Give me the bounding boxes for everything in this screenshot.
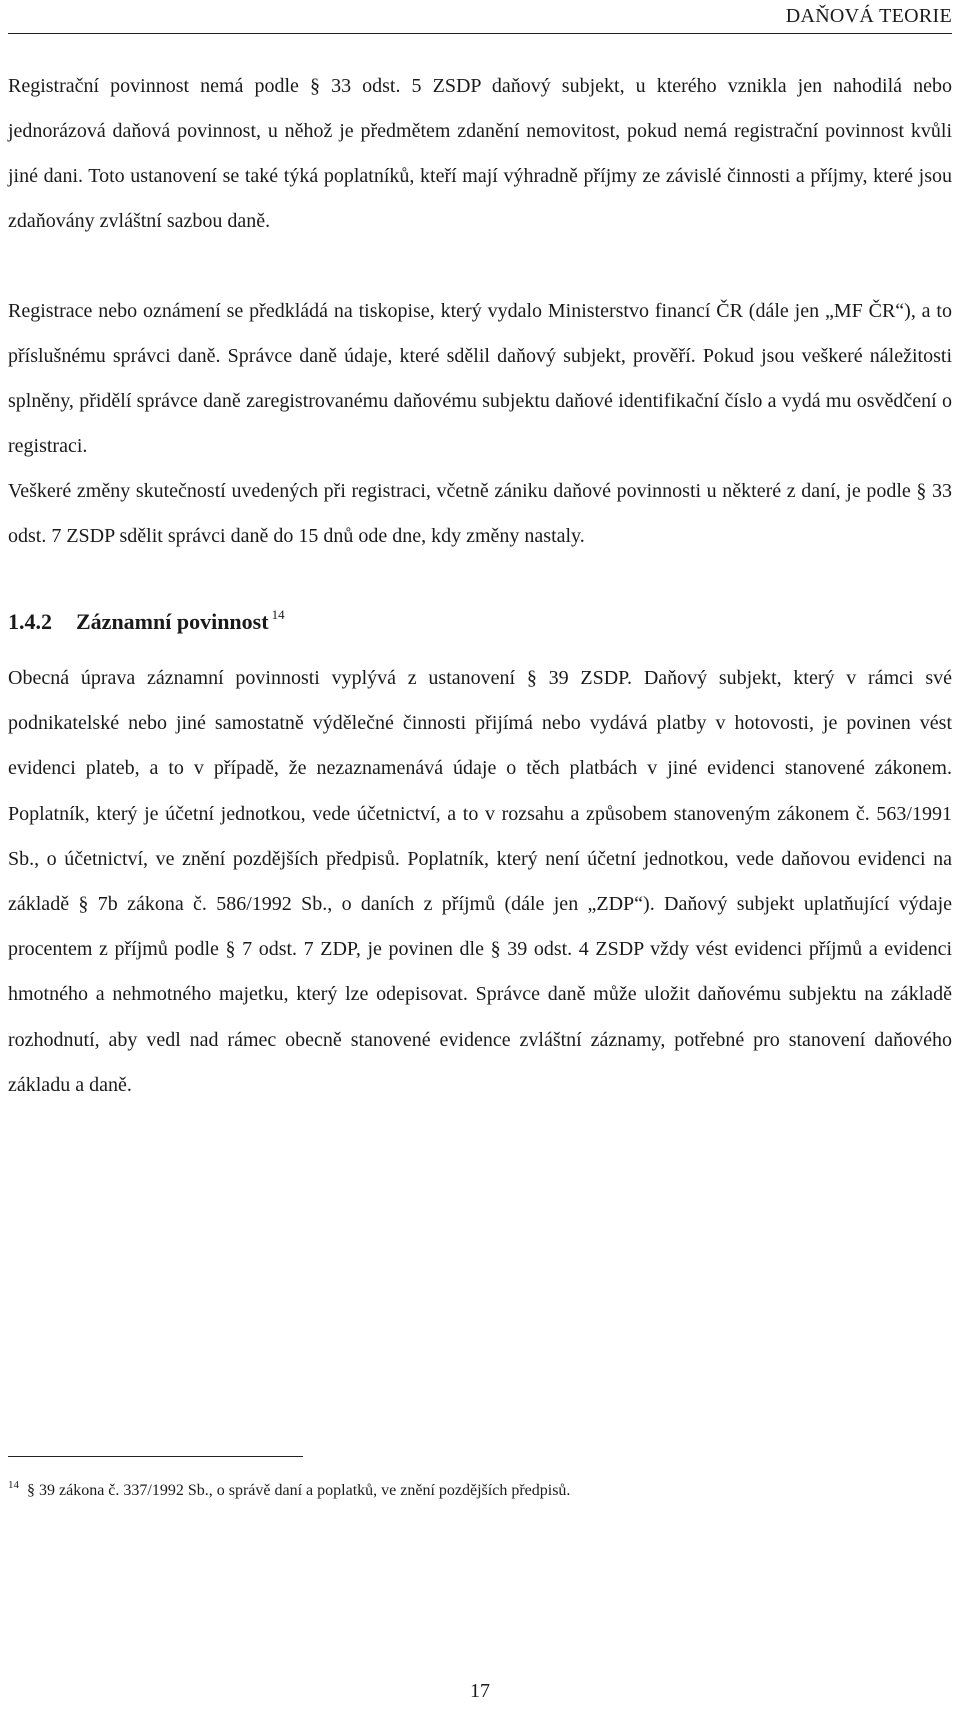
running-header (8, 0, 952, 34)
page-body (8, 64, 952, 1108)
paragraph-registration-form: Registrace nebo oznámení se předkládá na tiskopise, který vydalo Ministerstvo financí ČR (dále jen „MF ČR“), a to příslušnému správci daně. Správce daně údaje, které sdělil daňový subjekt, prověří. Pokud jsou veškeré náležitosti splněny, přidělí správce daně zaregistrovanému daňovému subjektu daňové identifikační číslo a vydá mu osvědčení o registraci. (8, 300, 952, 457)
footnote-reference[interactable]: 14 (271, 607, 285, 622)
section-title: Záznamní povinnost (76, 609, 269, 634)
running-header-title: DAŇOVÁ TEORIE (785, 5, 952, 27)
paragraph-registration-changes: Veškeré změny skutečností uvedených při registraci, včetně zániku daňové povinnosti u některé z daní, je podle § 33 odst. 7 ZSDP sdělit správci daně do 15 dnů ode dne, kdy změny nastaly. (8, 480, 952, 547)
heading-spacer (8, 644, 952, 656)
paragraph-registration-exemption: Registrační povinnost nemá podle § 33 odst. 5 ZSDP daňový subjekt, u kterého vznikla jen nahodilá nebo jednorázová daňová povinnost, u něhož je předmětem zdanění nemovitost, pokud nemá registrační povinnost kvůli jiné dani. Toto ustanovení se také týká poplatníků, kteří mají výhradně příjmy ze závislé činnosti a příjmy, které jsou zdaňovány zvláštní sazbou daně. (8, 75, 952, 232)
paragraph-spacer (8, 244, 952, 289)
footnote-separator (8, 1456, 303, 1457)
section-number: 1.4.2 (8, 609, 52, 634)
section-heading (8, 592, 952, 644)
page-number: 17 (470, 1680, 490, 1702)
footnote (8, 1474, 952, 1502)
section-spacer (8, 559, 952, 592)
footnote-marker: 14 (8, 1479, 19, 1491)
footnote-text: § 39 zákona č. 337/1992 Sb., o správě daní a poplatků, ve znění pozdějších předpisů. (27, 1482, 571, 1499)
paragraph-recording-obligation: Obecná úprava záznamní povinnosti vyplývá z ustanovení § 39 ZSDP. Daňový subjekt, který v rámci své podnikatelské nebo jiné samostatně výdělečné činnosti přijímá nebo vydává platby v hotovosti, je povinen vést evidenci plateb, a to v případě, že nezaznamenává údaje o těch platbách v jiné evidenci stanovené zákonem. Poplatník, který je účetní jednotkou, vede účetnictví, a to v rozsahu a způsobem stanoveným zákonem č. 563/1991 Sb., o účetnictví, ve znění pozdějších předpisů. Poplatník, který není účetní jednotkou, vede daňovou evidenci na základě § 7b zákona č. 586/1992 Sb., o daních z příjmů (dále jen „ZDP“). Daňový subjekt uplatňující výdaje procentem z příjmů podle § 7 odst. 7 ZDP, je povinen dle § 39 odst. 4 ZSDP vždy vést evidenci příjmů a evidenci hmotného a nehmotného majetku, který lze odepisovat. Správce daně může uložit daňovému subjektu na základě rozhodnutí, aby vedl nad rámec obecně stanovené evidence zvláštní záznamy, potřebné pro stanovení daňového základu a daně. (8, 667, 952, 1096)
